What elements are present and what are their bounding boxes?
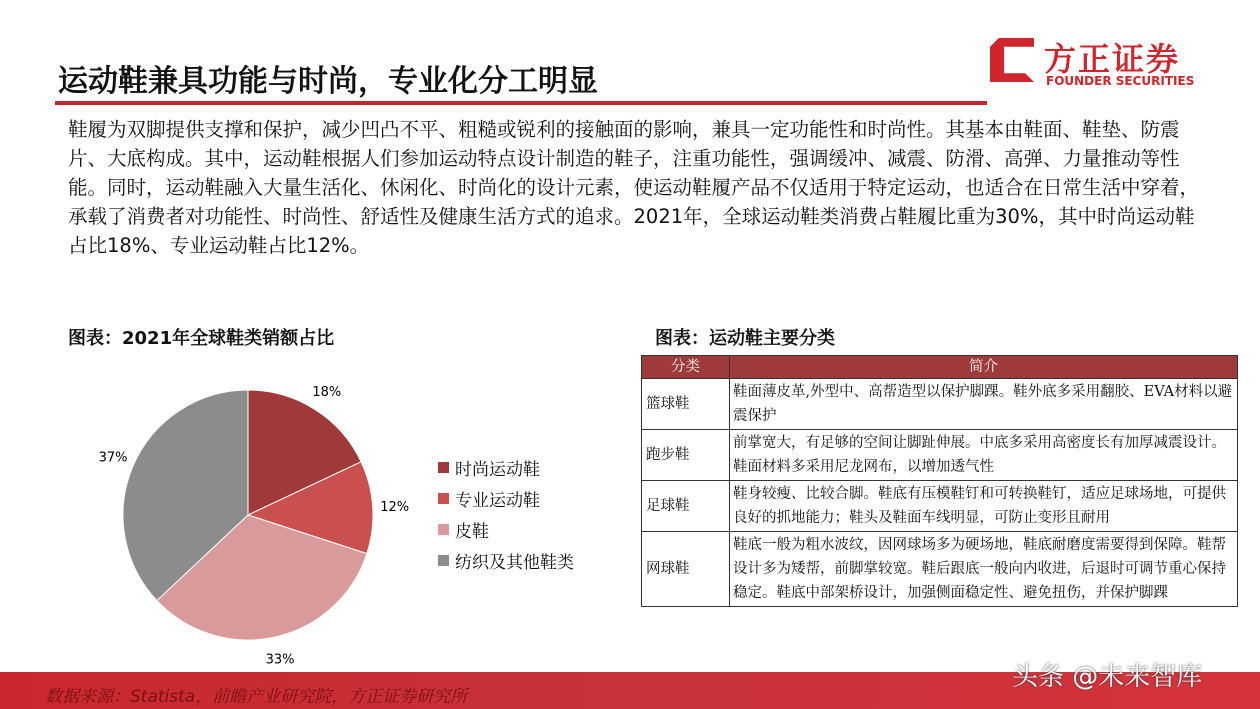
table-row: [642, 481, 1238, 532]
legend-item: [438, 514, 574, 545]
table-caption: 图表：运动鞋主要分类: [655, 328, 835, 349]
chart-caption: 图表：2021年全球鞋类销额占比: [68, 328, 335, 349]
legend-label: 时尚运动鞋: [455, 460, 540, 480]
row-category: 篮球鞋: [642, 379, 730, 430]
legend-label: 专业运动鞋: [455, 491, 540, 511]
pie-label: 37%: [98, 450, 128, 466]
watermark: 头条 @未来智库: [1012, 662, 1203, 692]
title-divider: [55, 101, 987, 105]
company-logo: [990, 34, 1200, 94]
table-row: [642, 532, 1238, 607]
legend-label: 纺织及其他鞋类: [455, 553, 574, 573]
pie-label: 12%: [380, 499, 410, 515]
legend-swatch: [438, 493, 449, 504]
row-category: 网球鞋: [642, 532, 730, 607]
header-description: 简介: [730, 356, 1238, 379]
row-description: 鞋面薄皮革,外型中、高帮造型以保护脚踝。鞋外底多采用翻胶、EVA材料以避震保护: [730, 379, 1238, 430]
pie-chart: [98, 380, 410, 670]
pie-label: 18%: [312, 384, 342, 400]
row-category: 跑步鞋: [642, 430, 730, 481]
legend-swatch: [438, 555, 449, 566]
logo-cn: 方正证券: [1044, 40, 1181, 78]
legend-swatch: [438, 524, 449, 535]
table-row: [642, 430, 1238, 481]
row-description: 鞋身较瘦、比较合脚。鞋底有压模鞋钉和可转换鞋钉，适应足球场地，可提供良好的抓地能力；鞋头及鞋面车线明显，可防止变形且耐用: [730, 481, 1238, 532]
header-category: 分类: [642, 356, 730, 379]
shoe-category-table: [641, 355, 1238, 607]
row-category: 足球鞋: [642, 481, 730, 532]
row-description: 前掌宽大，有足够的空间让脚趾伸展。中底多采用高密度长有加厚减震设计。鞋面材料多采用尼龙网布，以增加透气性: [730, 430, 1238, 481]
pie-label: 33%: [265, 652, 295, 668]
chart-legend: [438, 452, 574, 576]
row-description: 鞋底一般为粗水波纹，因网球场多为硬场地，鞋底耐磨度需要得到保障。鞋帮设计多为矮帮，前脚掌较宽。鞋后跟底一般向内收进，后退时可调节重心保持稳定。鞋底中部架桥设计，加强侧面稳定性、避免扭伤，并保护脚踝: [730, 532, 1238, 607]
page-title: 运动鞋兼具功能与时尚，专业化分工明显: [58, 64, 598, 99]
logo-en: FOUNDER SECURITIES: [1046, 74, 1195, 88]
legend-label: 皮鞋: [455, 522, 489, 542]
body-paragraph: 鞋履为双脚提供支撑和保护，减少凹凸不平、粗糙或锐利的接触面的影响，兼具一定功能性和时尚性。其基本由鞋面、鞋垫、防震片、大底构成。其中，运动鞋根据人们参加运动特点设计制造的鞋子，注重功能性，强调缓冲、减震、防滑、高弹、力量推动等性能。同时，运动鞋融入大量生活化、休闲化、时尚化的设计元素，使运动鞋履产品不仅适用于特定运动，也适合在日常生活中穿着，承载了消费者对功能性、时尚性、舒适性及健康生活方式的追求。2021年，全球运动鞋类消费占鞋履比重为30%，其中时尚运动鞋占比18%、专业运动鞋占比12%。: [68, 118, 1200, 257]
legend-swatch: [438, 462, 449, 473]
logo-mark-icon: [990, 38, 1034, 82]
legend-item: [438, 483, 574, 514]
legend-item: [438, 545, 574, 576]
legend-item: [438, 452, 574, 483]
data-source: 数据来源：Statista，前瞻产业研究院，方正证券研究所: [45, 687, 468, 707]
table-row: [642, 379, 1238, 430]
